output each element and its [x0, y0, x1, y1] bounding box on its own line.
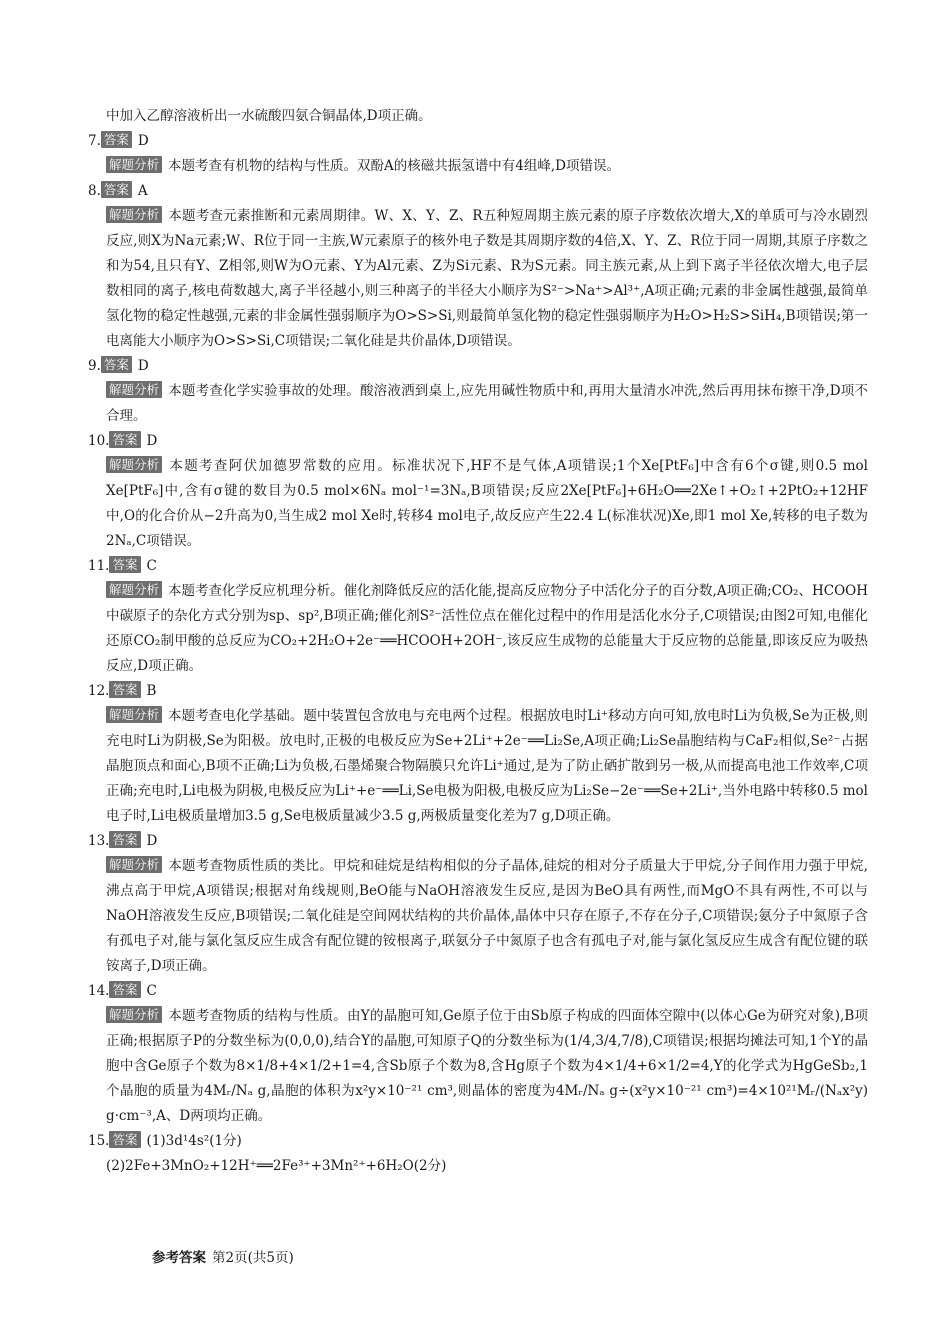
- footer-label: 参考答案: [152, 1250, 206, 1266]
- question-7: [88, 129, 868, 154]
- analysis-tag: 解题分析: [106, 856, 162, 873]
- analysis-text: 本题考查化学反应机理分析。催化剂降低反应的活化能,提高反应物分子中活化分子的百分数,A项正确;CO₂、HCOOH中碳原子的杂化方式分别为sp、sp²,B项正确;催化剂S²⁻活性位点在催化过程中的作用是活化水分子,C项错误;由图2可知,电催化还原CO₂制甲酸的总反应为CO₂+2H₂O+2e⁻══HCOOH+2OH⁻,该反应生成物的总能量大于反应物的总能量,即该反应为吸热反应,D项正确。: [106, 583, 868, 674]
- analysis-tag: 解题分析: [106, 206, 162, 223]
- analysis-7: [88, 154, 868, 179]
- question-12: [88, 679, 868, 704]
- question-number: 12.: [88, 683, 110, 699]
- answer-block: [88, 104, 868, 1179]
- answer-value: A: [137, 183, 148, 199]
- analysis-9: [88, 379, 868, 429]
- question-number: 14.: [88, 983, 110, 999]
- answer-value: (1)3d¹4s²(1分): [146, 1133, 242, 1149]
- page-footer: [152, 1246, 294, 1266]
- analysis-8: [88, 204, 868, 354]
- analysis-tag: 解题分析: [106, 456, 162, 473]
- answer-tag: 答案: [101, 181, 132, 198]
- question-9: [88, 354, 868, 379]
- answer-value: D: [137, 358, 149, 374]
- answer-15-part2: (2)2Fe+3MnO₂+12H⁺══2Fe³⁺+3Mn²⁺+6H₂O(2分): [106, 1158, 447, 1174]
- analysis-tag: 解题分析: [106, 156, 162, 173]
- answer-tag: 答案: [109, 1131, 140, 1148]
- answer-tag: 答案: [109, 831, 140, 848]
- analysis-text: 本题考查物质性质的类比。甲烷和硅烷是结构相似的分子晶体,硅烷的相对分子质量大于甲烷,分子间作用力强于甲烷,沸点高于甲烷,A项错误;根据对角线规则,BeO能与NaOH溶液发生反应,是因为BeO具有两性,而MgO不具有两性,不可以与NaOH溶液发生反应,B项错误;二氧化硅是空间网状结构的共价晶体,晶体中只存在原子,不存在分子,C项错误;氨分子中氮原子含有孤电子对,能与氯化氢反应生成含有配位键的铵根离子,联氨分子中氮原子也含有孤电子对,能与氯化氢反应生成含有配位键的联铵离子,D项正确。: [106, 858, 868, 974]
- answer-tag: 答案: [109, 556, 140, 573]
- question-number: 9.: [88, 358, 101, 374]
- question-14: [88, 979, 868, 1004]
- answer-tag: 答案: [109, 981, 140, 998]
- analysis-11: [88, 579, 868, 679]
- analysis-tag: 解题分析: [106, 381, 162, 398]
- analysis-text: 本题考查阿伏加德罗常数的应用。标准状况下,HF不是气体,A项错误;1个Xe[PtF₆]中含有6个σ键,则0.5 mol Xe[PtF₆]中,含有σ键的数目为0.5 mol×6Nₐ mol⁻¹=3Nₐ,B项错误;反应2Xe[PtF₆]+6H₂O══2Xe↑+O₂↑+2PtO₂+12HF中,O的化合价从−2升高为0,当生成2 mol Xe时,转移4 mol电子,故反应产生22.4 L(标准状况)Xe,即1 mol Xe,转移的电子数为2Nₐ,C项错误。: [106, 458, 868, 549]
- analysis-text: 本题考查有机物的结构与性质。双酚A的核磁共振氢谱中有4组峰,D项错误。: [168, 158, 620, 174]
- analysis-14: [88, 1004, 868, 1129]
- question-11: [88, 554, 868, 579]
- analysis-text: 本题考查物质的结构与性质。由Y的晶胞可知,Ge原子位于由Sb原子构成的四面体空隙中(以体心Ge为研究对象),B项正确;根据原子P的分数坐标为(0,0,0),结合Y的晶胞,可知原子Q的分数坐标为(1/4,3/4,7/8),C项错误;根据均摊法可知,1个Y的晶胞中含Ge原子个数为8×1/8+4×1/2+1=4,含Sb原子个数为8,含Hg原子个数为4×1/4+6×1/2=4,Y的化学式为HgGeSb₂,1个晶胞的质量为4Mᵣ/Nₐ g,晶胞的体积为x²y×10⁻²¹ cm³,则晶体的密度为4Mᵣ/Nₐ g÷(x²y×10⁻²¹ cm³)=4×10²¹Mᵣ/(Nₐx²y) g·cm⁻³,A、D两项均正确。: [106, 1008, 868, 1124]
- analysis-tag: 解题分析: [106, 706, 162, 723]
- analysis-13: [88, 854, 868, 979]
- analysis-text: 本题考查化学实验事故的处理。酸溶液洒到桌上,应先用碱性物质中和,再用大量清水冲洗,然后再用抹布擦干净,D项不合理。: [106, 383, 868, 424]
- answer-value: C: [146, 558, 157, 574]
- question-number: 7.: [88, 133, 101, 149]
- analysis-tag: 解题分析: [106, 581, 162, 598]
- question-number: 8.: [88, 183, 101, 199]
- question-13: [88, 829, 868, 854]
- question-15: [88, 1129, 868, 1154]
- question-number: 15.: [88, 1133, 110, 1149]
- question-number: 10.: [88, 433, 110, 449]
- analysis-tag: 解题分析: [106, 1006, 162, 1023]
- analysis-12: [88, 704, 868, 829]
- answer-value: B: [146, 683, 157, 699]
- question-10: [88, 429, 868, 454]
- answer-tag: 答案: [101, 356, 132, 373]
- question-number: 13.: [88, 833, 110, 849]
- answer-value: D: [146, 433, 158, 449]
- answer-tag: 答案: [101, 131, 132, 148]
- answer-tag: 答案: [109, 431, 140, 448]
- question-number: 11.: [88, 558, 110, 574]
- answer-value: D: [146, 833, 158, 849]
- answer-value: C: [146, 983, 157, 999]
- analysis-10: [88, 454, 868, 554]
- answer-value: D: [137, 133, 149, 149]
- footer-page-number: 第2页(共5页): [212, 1250, 294, 1266]
- answer-tag: 答案: [109, 681, 140, 698]
- question-8: [88, 179, 868, 204]
- analysis-text: 本题考查电化学基础。题中装置包含放电与充电两个过程。根据放电时Li⁺移动方向可知,放电时Li为负极,Se为正极,则充电时Li为阴极,Se为阳极。放电时,正极的电极反应为Se+2Li⁺+2e⁻══Li₂Se,A项正确;Li₂Se晶胞结构与CaF₂相似,Se²⁻占据晶胞顶点和面心,B项不正确;Li为负极,石墨烯聚合物隔膜只允许Li⁺通过,是为了防止硒扩散到另一极,从而提高电池工作效率,C项正确;充电时,Li电极为阴极,电极反应为Li⁺+e⁻══Li,Se电极为阳极,电极反应为Li₂Se−2e⁻══Se+2Li⁺,当外电路中转移0.5 mol电子时,Li电极质量增加3.5 g,Se电极质量减少3.5 g,两极质量变化差为7 g,D项正确。: [106, 708, 868, 824]
- intro-line: 中加入乙醇溶液析出一水硫酸四氨合铜晶体,D项正确。: [106, 108, 432, 124]
- analysis-text: 本题考查元素推断和元素周期律。W、X、Y、Z、R五种短周期主族元素的原子序数依次增大,X的单质可与冷水剧烈反应,则X为Na元素;W、R位于同一主族,W元素原子的核外电子数是其周期序数的4倍,X、Y、Z、R位于同一周期,其原子序数之和为54,且只有Y、Z相邻,则W为O元素、Y为Al元素、Z为Si元素、R为S元素。同主族元素,从上到下离子半径依次增大,电子层数相同的离子,核电荷数越大,离子半径越小,则三种离子的半径大小顺序为S²⁻>Na⁺>Al³⁺,A项正确;元素的非金属性越强,最简单氢化物的稳定性越强,元素的非金属性强弱顺序为O>S>Si,则最简单氢化物的稳定性强弱顺序为H₂O>H₂S>SiH₄,B项错误;第一电离能大小顺序为O>S>Si,C项错误;二氧化硅是共价晶体,D项错误。: [106, 208, 868, 349]
